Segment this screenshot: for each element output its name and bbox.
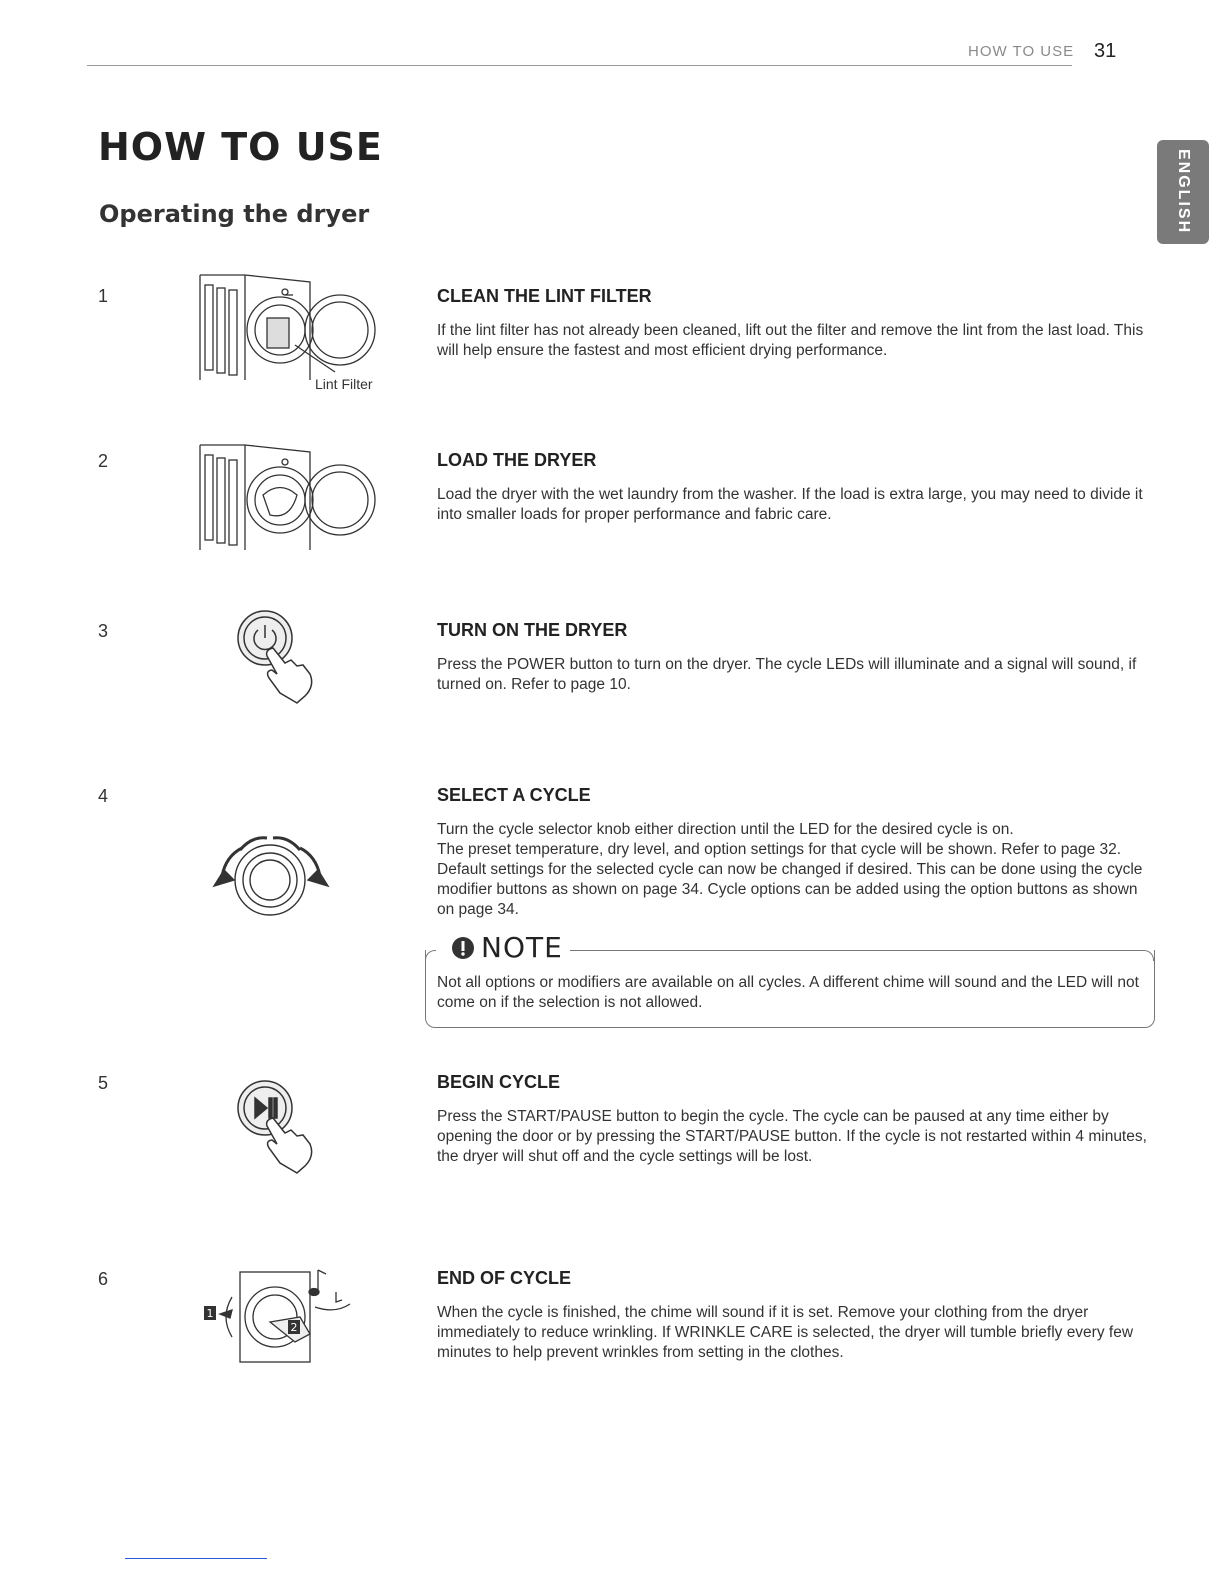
- step-number: 4: [98, 786, 109, 806]
- header-rule: [87, 65, 1072, 66]
- step-title: BEGIN CYCLE: [437, 1072, 561, 1092]
- note-body: Not all options or modifiers are available on all cycles. A different chime will sound and the LED will not come on if the selection is not allowed.: [437, 974, 1139, 1011]
- language-tab-label: ENGLISH: [1175, 149, 1192, 235]
- step-title: LOAD THE DRYER: [437, 450, 597, 470]
- step-description: [437, 321, 1152, 361]
- step-number: 2: [98, 451, 109, 471]
- note-heading: [447, 931, 567, 964]
- step-paragraph: Load the dryer with the wet laundry from the washer. If the load is extra large, you may need to divide it into smaller loads for proper performance and fabric care.: [437, 486, 1143, 523]
- dryer-open-door-illustration: [195, 440, 385, 555]
- note-heading-text: NOTE: [481, 931, 563, 964]
- footer-rule: [125, 1558, 267, 1559]
- page-title: HOW TO USE: [98, 125, 383, 169]
- power-button-press-icon: [225, 608, 325, 708]
- step-title: TURN ON THE DRYER: [437, 620, 628, 640]
- dryer-lint-filter-illustration: [195, 270, 385, 385]
- language-tab: [1157, 140, 1209, 244]
- step-description: [437, 1107, 1152, 1167]
- cycle-knob-rotate-icon: [212, 828, 332, 923]
- step-description: [437, 655, 1152, 695]
- section-subtitle: Operating the dryer: [99, 200, 370, 228]
- step-number: 1: [98, 286, 109, 306]
- step-number: 6: [98, 1269, 109, 1289]
- step-number: 3: [98, 621, 109, 641]
- step-title: END OF CYCLE: [437, 1268, 572, 1288]
- start-pause-button-press-icon: [225, 1078, 325, 1178]
- step-paragraph: The preset temperature, dry level, and option settings for that cycle will be shown. Refer to page 32. Default settings for the selected cycle can now be changed if desired. This can be done using the cycle modifier buttons as shown on page 34. Cycle options can be added using the option buttons as shown on page 34.: [437, 841, 1143, 918]
- step-paragraph: When the cycle is finished, the chime will sound if it is set. Remove your clothing from the dryer immediately to reduce wrinkling. If WRINKLE CARE is selected, the dryer will tumble briefly every few minutes to help prevent wrinkles from setting in the clothes.: [437, 1304, 1134, 1361]
- end-of-cycle-illustration: [200, 1262, 360, 1367]
- step-title: SELECT A CYCLE: [437, 785, 591, 805]
- step-title: CLEAN THE LINT FILTER: [437, 286, 652, 306]
- running-header: HOW TO USE: [968, 43, 1075, 60]
- page-number: 31: [1094, 40, 1117, 62]
- step-description: [437, 820, 1152, 920]
- exclamation-icon: [451, 936, 475, 960]
- step-description: [437, 485, 1152, 525]
- step-paragraph: Press the START/PAUSE button to begin the cycle. The cycle can be paused at any time either by opening the door or by pressing the START/PAUSE button. If the cycle is not restarted within 4 minutes, the dryer will shut off and the cycle settings will be lost.: [437, 1108, 1147, 1165]
- step-paragraph: Press the POWER button to turn on the dryer. The cycle LEDs will illuminate and a signal will sound, if turned on. Refer to page 10.: [437, 656, 1137, 693]
- step-description: [437, 1303, 1152, 1363]
- step-paragraph: If the lint filter has not already been cleaned, lift out the filter and remove the lint from the last load. This will help ensure the fastest and most efficient drying performance.: [437, 322, 1144, 359]
- figure-badge-1: 1: [206, 1307, 214, 1320]
- figure-badge-2: 2: [290, 1321, 298, 1334]
- step-paragraph: Turn the cycle selector knob either direction until the LED for the desired cycle is on.: [437, 821, 1014, 838]
- lint-filter-label: Lint Filter: [315, 376, 373, 392]
- step-number: 5: [98, 1073, 109, 1093]
